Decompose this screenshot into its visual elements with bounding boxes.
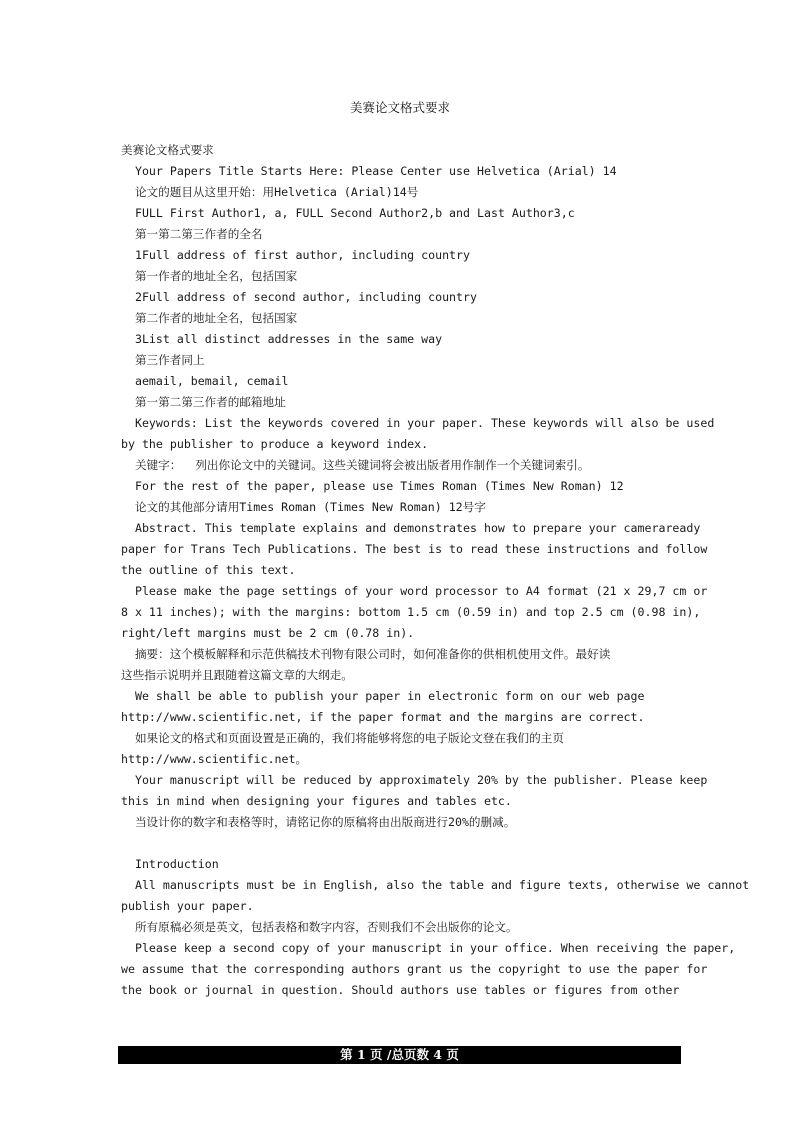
text-line: 论文的题目从这里开始：用Helvetica (Arial)14号 (121, 185, 419, 199)
text-line: We shall be able to publish your paper in electronic form on our web page (121, 689, 645, 703)
text-line: Keywords: List the keywords covered in your paper. These keywords will also be used (121, 416, 715, 430)
text-line: 第一第二第三作者的全名 (121, 227, 263, 241)
text-line: All manuscripts must be in English, also the table and figure texts, otherwise we cannot (121, 878, 750, 892)
text-line: right/left margins must be 2 cm (0.78 in). (121, 626, 415, 640)
text-line: 第一第二第三作者的邮箱地址 (121, 395, 286, 409)
text-line: For the rest of the paper, please use Times Roman (Times New Roman) 12 (121, 479, 624, 493)
page-title: 美赛论文格式要求 (349, 100, 450, 115)
text-line: Please keep a second copy of your manuscript in your office. When receiving the paper, (121, 941, 736, 955)
text-line: Your Papers Title Starts Here: Please Center use Helvetica (Arial) 14 (121, 164, 617, 178)
text-line: 当设计你的数字和表格等时，请铭记你的原稿将由出版商进行20%的删减。 (121, 815, 516, 829)
text-line: aemail, bemail, cemail (121, 374, 289, 388)
text-line: Your manuscript will be reduced by approximately 20% by the publisher. Please keep (121, 773, 708, 787)
text-line: Abstract. This template explains and demonstrates how to prepare your cameraready (121, 521, 701, 535)
page-footer: 第 1 页 /总页数 4 页 (118, 1046, 681, 1064)
text-line: 第一作者的地址全名，包括国家 (121, 269, 298, 283)
text-line: http://www.scientific.net。 (121, 752, 308, 766)
text-line: publish your paper. (121, 899, 254, 913)
text-line: 第三作者同上 (121, 353, 205, 367)
text-line: 关键字： 列出你论文中的关键词。这些关键词将会被出版者用作制作一个关键词索引。 (121, 458, 590, 472)
text-line: this in mind when designing your figures and tables etc. (121, 794, 512, 808)
text-line: Please make the page settings of your word processor to A4 format (21 x 29,7 cm or (121, 584, 708, 598)
text-line: 3List all distinct addresses in the same way (121, 332, 443, 346)
text-line: 第二作者的地址全名，包括国家 (121, 311, 298, 325)
text-line: 1Full address of first author, including country (121, 248, 471, 262)
text-line: we assume that the corresponding authors grant us the copyright to use the paper for (121, 962, 708, 976)
text-line: paper for Trans Tech Publications. The best is to read these instructions and follow (121, 542, 708, 556)
text-line: 所有原稿必须是英文，包括表格和数字内容，否则我们不会出版你的论文。 (121, 920, 518, 934)
text-line: 论文的其他部分请用Times Roman (Times New Roman) 12号字 (121, 500, 486, 514)
text-line: 如果论文的格式和页面设置是正确的，我们将能够将您的电子版论文登在我们的主页 (121, 731, 564, 745)
text-line: 摘要：这个模板解释和示范供稿技术刊物有限公司时，如何准备你的供相机使用文件。最好读 (121, 647, 611, 661)
text-line: by the publisher to produce a keyword index. (121, 437, 429, 451)
text-line: 2Full address of second author, including country (121, 290, 477, 304)
text-line: FULL First Author1, a, FULL Second Author2,b and Last Author3,c (121, 206, 575, 220)
text-line: 美赛论文格式要求 (121, 143, 214, 157)
text-line: Introduction (121, 857, 219, 871)
text-line: the book or journal in question. Should authors use tables or figures from other (121, 983, 680, 997)
text-line (121, 833, 681, 854)
text-line: 8 x 11 inches); with the margins: bottom 1.5 cm (0.59 in) and top 2.5 cm (0.98 in), (121, 605, 701, 619)
text-line: http://www.scientific.net, if the paper format and the margins are correct. (121, 710, 645, 724)
text-line: the outline of this text. (121, 563, 296, 577)
text-line: 这些指示说明并且跟随着这篇文章的大纲走。 (121, 668, 353, 682)
document-body (121, 140, 750, 1001)
